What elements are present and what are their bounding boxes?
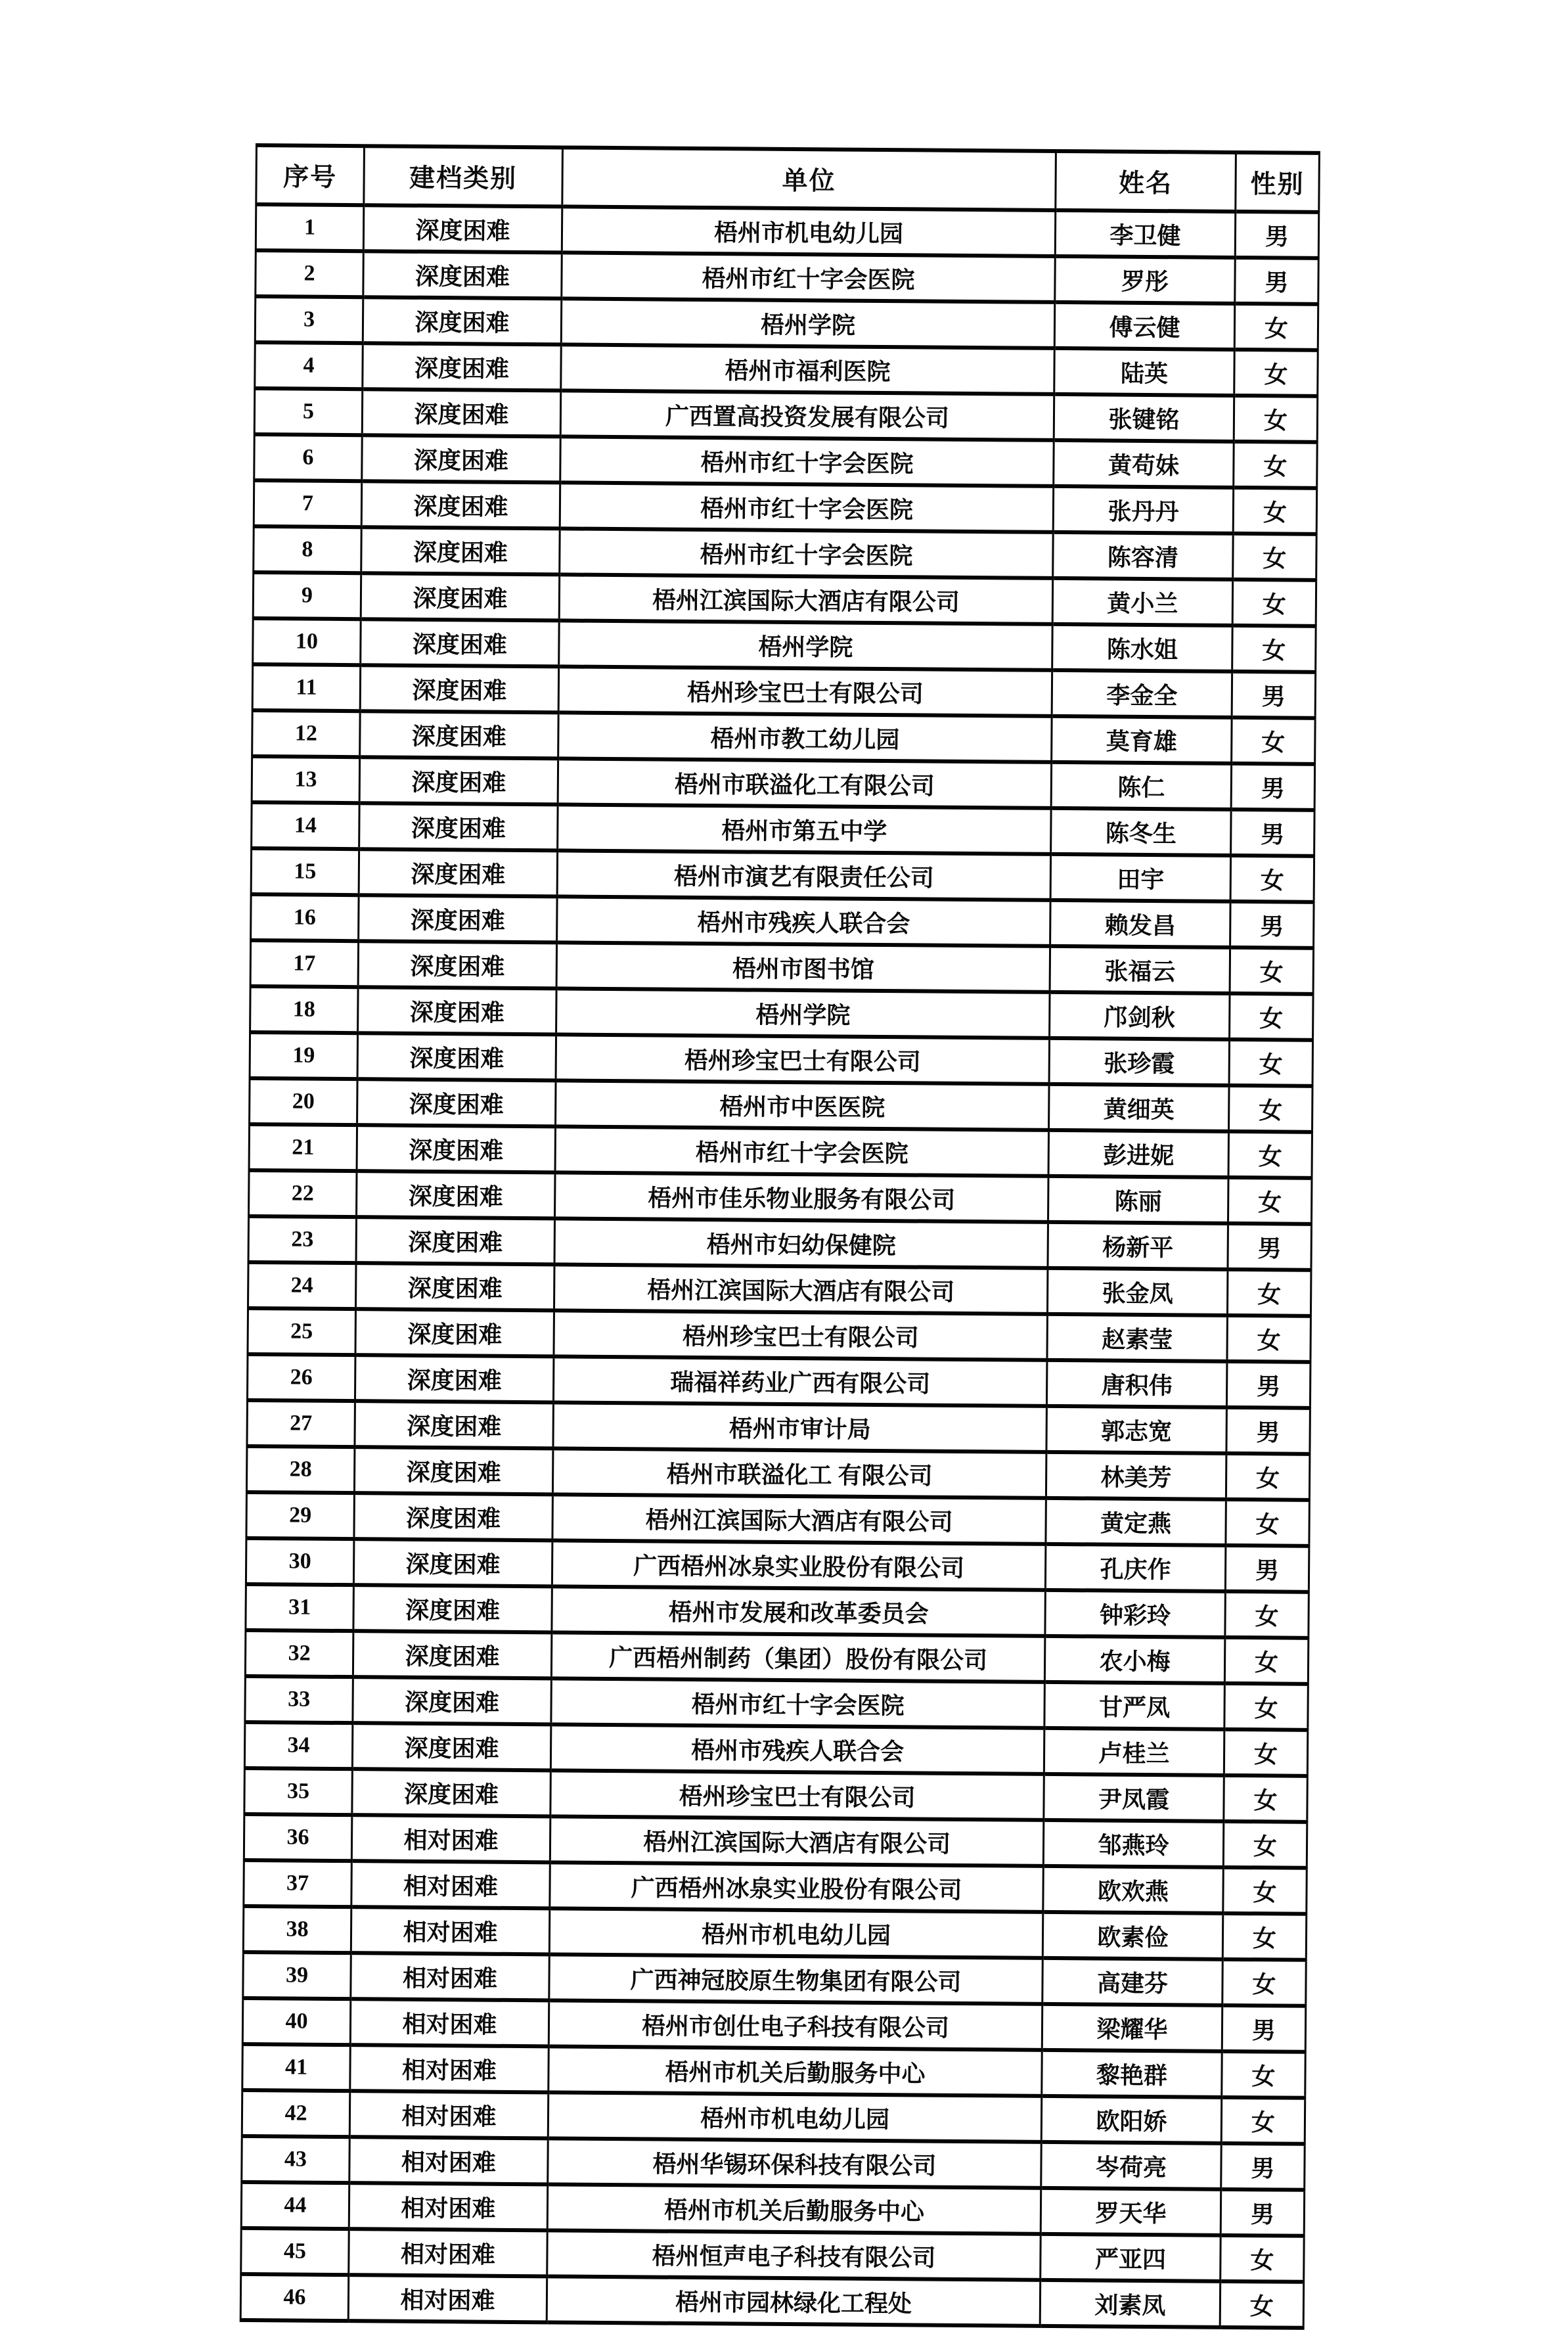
cell-gender: 男	[1228, 1223, 1312, 1270]
cell-name: 黄苟妹	[1054, 440, 1234, 488]
cell-gender: 女	[1224, 1729, 1308, 1776]
cell-index: 17	[250, 940, 359, 987]
cell-name: 甘严凤	[1044, 1682, 1225, 1729]
cell-name: 彭进妮	[1048, 1130, 1229, 1177]
cell-unit: 梧州市红十字会医院	[560, 482, 1053, 532]
cell-unit: 广西梧州制药（集团）股份有限公司	[551, 1632, 1044, 1682]
cell-index: 19	[250, 1032, 358, 1079]
cell-index: 26	[247, 1354, 355, 1401]
cell-gender: 男	[1225, 1545, 1309, 1592]
cell-name: 黄细英	[1049, 1084, 1230, 1131]
cell-gender: 女	[1224, 1775, 1308, 1822]
cell-name: 岑荷亮	[1041, 2142, 1222, 2189]
cell-name: 莫育雄	[1052, 716, 1232, 764]
cell-unit: 梧州江滨国际大酒店有限公司	[554, 1264, 1047, 1314]
cell-category: 深度困难	[360, 665, 559, 712]
cell-index: 45	[241, 2228, 349, 2275]
cell-unit: 梧州市机电幼儿园	[562, 206, 1055, 256]
cell-index: 3	[255, 296, 363, 343]
cell-name: 欧阳娇	[1041, 2096, 1222, 2143]
cell-index: 18	[250, 986, 359, 1033]
cell-unit: 梧州市发展和改革委员会	[552, 1586, 1045, 1636]
cell-gender: 女	[1234, 304, 1318, 350]
table-row	[242, 2136, 1305, 2190]
cell-index: 16	[251, 894, 359, 941]
cell-unit: 梧州市园林绿化工程处	[547, 2276, 1040, 2326]
cell-gender: 女	[1232, 718, 1316, 764]
cell-unit: 梧州市图书馆	[556, 942, 1050, 992]
cell-category: 相对困难	[351, 1861, 550, 1908]
cell-category: 深度困难	[359, 849, 558, 896]
cell-unit: 梧州市福利医院	[561, 344, 1054, 394]
table-row	[252, 710, 1315, 764]
cell-unit: 梧州市联溢化工 有限公司	[552, 1448, 1046, 1498]
cell-index: 1	[256, 204, 364, 251]
cell-name: 陆英	[1054, 348, 1235, 396]
table-header	[256, 145, 1320, 212]
roster-table-wrap	[240, 143, 1320, 2330]
cell-name: 李金全	[1052, 670, 1232, 718]
cell-name: 黄小兰	[1052, 578, 1233, 626]
cell-unit: 梧州市红十字会医院	[555, 1126, 1048, 1176]
table-row	[244, 1722, 1307, 1776]
table-row	[245, 1630, 1308, 1684]
cell-category: 深度困难	[363, 297, 562, 344]
cell-unit: 梧州市红十字会医院	[551, 1678, 1044, 1728]
cell-gender: 女	[1233, 488, 1317, 534]
cell-gender: 女	[1227, 1269, 1311, 1316]
cell-unit: 梧州市妇幼保健院	[554, 1218, 1048, 1268]
cell-gender: 女	[1226, 1499, 1310, 1546]
cell-unit: 梧州市红十字会医院	[562, 252, 1055, 302]
cell-unit: 梧州市创仕电子科技有限公司	[549, 2000, 1042, 2050]
cell-gender: 女	[1223, 1867, 1307, 1914]
table-row	[252, 802, 1314, 856]
cell-name: 张珍霞	[1049, 1038, 1230, 1085]
cell-gender: 女	[1229, 1039, 1313, 1086]
cell-name: 邝剑秋	[1050, 992, 1230, 1039]
cell-category: 深度困难	[354, 1447, 553, 1494]
table-row	[256, 250, 1318, 304]
cell-index: 25	[248, 1308, 356, 1355]
cell-name: 黄定燕	[1046, 1498, 1226, 1545]
cell-category: 深度困难	[355, 1263, 554, 1310]
cell-category: 深度困难	[360, 711, 559, 758]
table-row	[253, 618, 1316, 672]
table-row	[251, 848, 1314, 902]
cell-unit: 广西神冠胶原生物集团有限公司	[549, 1954, 1042, 2004]
cell-index: 32	[245, 1630, 353, 1677]
table-row	[254, 526, 1316, 580]
cell-unit: 梧州恒声电子科技有限公司	[547, 2230, 1041, 2280]
cell-name: 傅云健	[1054, 302, 1235, 350]
cell-gender: 女	[1228, 1177, 1312, 1224]
table-row	[247, 1400, 1310, 1454]
cell-unit: 梧州江滨国际大酒店有限公司	[552, 1494, 1046, 1544]
cell-index: 20	[250, 1078, 358, 1125]
cell-gender: 女	[1226, 1453, 1310, 1500]
table-row	[241, 2228, 1304, 2282]
cell-gender: 男	[1226, 1361, 1310, 1408]
header-row	[256, 145, 1320, 212]
table-row	[256, 204, 1318, 258]
col-header-name: 姓名	[1056, 151, 1236, 212]
cell-unit: 梧州市中医医院	[556, 1080, 1049, 1130]
cell-name: 严亚四	[1041, 2234, 1221, 2281]
table-row	[254, 480, 1316, 534]
cell-gender: 女	[1221, 2097, 1305, 2144]
cell-category: 深度困难	[355, 1309, 554, 1356]
cell-category: 相对困难	[351, 1907, 550, 1954]
cell-gender: 女	[1221, 2235, 1305, 2282]
table-row	[251, 894, 1314, 948]
cell-category: 相对困难	[349, 2229, 548, 2276]
table-row	[243, 1906, 1306, 1960]
cell-gender: 女	[1220, 2281, 1304, 2328]
cell-index: 15	[251, 848, 359, 895]
cell-unit: 梧州学院	[559, 620, 1052, 670]
table-row	[245, 1676, 1308, 1730]
table-row	[250, 1078, 1312, 1132]
cell-unit: 梧州市演艺有限责任公司	[557, 850, 1050, 900]
cell-name: 罗天华	[1041, 2188, 1221, 2235]
cell-name: 欧欢燕	[1043, 1866, 1224, 1913]
cell-name: 梁耀华	[1042, 2004, 1222, 2051]
cell-unit: 梧州市佳乐物业服务有限公司	[555, 1172, 1048, 1222]
cell-index: 38	[243, 1906, 351, 1953]
table-row	[252, 756, 1314, 810]
table-row	[246, 1446, 1309, 1500]
cell-name: 赵素莹	[1047, 1314, 1228, 1361]
cell-unit: 梧州江滨国际大酒店有限公司	[550, 1816, 1043, 1866]
cell-unit: 广西梧州冰泉实业股份有限公司	[550, 1862, 1043, 1912]
col-header-unit: 单位	[562, 147, 1056, 210]
cell-name: 林美芳	[1046, 1452, 1226, 1499]
cell-unit: 梧州市第五中学	[558, 804, 1051, 854]
cell-category: 相对困难	[351, 1815, 550, 1862]
table-row	[247, 1354, 1310, 1408]
cell-name: 高建芬	[1042, 1958, 1223, 2005]
cell-index: 23	[248, 1216, 357, 1263]
table-row	[253, 572, 1316, 626]
cell-index: 5	[254, 388, 363, 435]
roster-table	[240, 143, 1320, 2330]
cell-gender: 女	[1230, 856, 1314, 902]
cell-index: 24	[248, 1262, 357, 1309]
cell-name: 李卫健	[1055, 210, 1236, 258]
table-row	[242, 2090, 1305, 2144]
cell-category: 深度困难	[359, 803, 558, 850]
table-row	[246, 1538, 1309, 1592]
cell-gender: 男	[1221, 2189, 1305, 2236]
cell-unit: 梧州华锡环保科技有限公司	[548, 2138, 1041, 2188]
cell-category: 深度困难	[358, 941, 557, 988]
table-row	[250, 1032, 1312, 1086]
cell-unit: 梧州市红十字会医院	[560, 436, 1054, 486]
cell-unit: 梧州市机关后勤服务中心	[549, 2046, 1042, 2096]
cell-category: 深度困难	[353, 1585, 552, 1632]
cell-gender: 女	[1232, 626, 1316, 672]
table-row	[243, 1952, 1306, 2006]
cell-index: 40	[242, 1998, 351, 2045]
cell-unit: 梧州珍宝巴士有限公司	[556, 1034, 1049, 1084]
cell-index: 34	[244, 1722, 353, 1769]
cell-name: 田宇	[1050, 854, 1231, 902]
cell-gender: 女	[1224, 1683, 1309, 1730]
cell-index: 46	[240, 2274, 349, 2321]
cell-index: 30	[246, 1538, 354, 1585]
cell-gender: 女	[1228, 1131, 1312, 1178]
cell-index: 11	[252, 664, 361, 711]
table-row	[248, 1308, 1310, 1362]
cell-gender: 女	[1222, 2051, 1306, 2098]
cell-gender: 女	[1222, 1913, 1307, 1960]
table-row	[249, 1170, 1312, 1224]
cell-index: 12	[252, 710, 361, 757]
table-row	[252, 664, 1315, 718]
table-row	[248, 1216, 1311, 1270]
cell-index: 7	[254, 480, 362, 527]
cell-index: 33	[245, 1676, 353, 1723]
cell-unit: 梧州市联溢化工有限公司	[558, 758, 1051, 808]
cell-gender: 男	[1230, 902, 1314, 948]
cell-gender: 女	[1222, 1959, 1307, 2006]
cell-name: 张金凤	[1047, 1268, 1228, 1315]
cell-index: 6	[254, 434, 363, 481]
cell-name: 唐积伟	[1046, 1360, 1227, 1407]
cell-unit: 梧州珍宝巴士有限公司	[554, 1310, 1047, 1360]
cell-gender: 女	[1230, 994, 1314, 1040]
table-row	[255, 342, 1318, 396]
cell-index: 27	[247, 1400, 355, 1447]
cell-category: 深度困难	[361, 573, 560, 620]
cell-index: 14	[252, 802, 360, 849]
cell-name: 农小梅	[1044, 1636, 1225, 1683]
cell-category: 相对困难	[349, 2183, 548, 2230]
table-row	[250, 940, 1313, 994]
table-row	[255, 296, 1318, 350]
cell-category: 深度困难	[363, 205, 562, 252]
cell-index: 29	[246, 1492, 355, 1539]
cell-index: 36	[244, 1814, 352, 1861]
cell-unit: 广西梧州冰泉实业股份有限公司	[552, 1540, 1045, 1590]
table-row	[248, 1262, 1311, 1316]
cell-category: 深度困难	[361, 481, 560, 528]
cell-category: 深度困难	[362, 435, 561, 482]
cell-category: 深度困难	[357, 1125, 556, 1172]
cell-category: 深度困难	[359, 895, 558, 942]
cell-gender: 女	[1230, 948, 1314, 994]
cell-category: 深度困难	[363, 251, 562, 298]
cell-unit: 瑞福祥药业广西有限公司	[553, 1356, 1046, 1406]
cell-category: 深度困难	[357, 1033, 556, 1080]
cell-gender: 男	[1222, 2005, 1306, 2052]
cell-category: 深度困难	[359, 757, 558, 804]
cell-name: 赖发昌	[1050, 900, 1231, 948]
cell-category: 相对困难	[350, 1999, 549, 2046]
cell-gender: 女	[1224, 1637, 1309, 1684]
cell-name: 陈水姐	[1052, 624, 1233, 672]
cell-unit: 梧州市审计局	[553, 1402, 1046, 1452]
cell-category: 深度困难	[361, 619, 560, 666]
cell-name: 欧素俭	[1042, 1912, 1223, 1959]
cell-index: 9	[253, 572, 361, 619]
cell-index: 43	[242, 2136, 350, 2183]
cell-name: 郭志宽	[1046, 1406, 1227, 1453]
cell-name: 刘素凤	[1040, 2280, 1221, 2327]
cell-category: 深度困难	[361, 527, 560, 574]
cell-name: 孔庆作	[1045, 1544, 1226, 1591]
cell-unit: 梧州市红十字会医院	[560, 528, 1053, 578]
cell-name: 卢桂兰	[1044, 1728, 1224, 1775]
cell-gender: 男	[1235, 212, 1319, 258]
cell-gender: 女	[1234, 350, 1318, 396]
table-row	[240, 2274, 1303, 2328]
cell-name: 陈冬生	[1051, 808, 1232, 856]
cell-name: 尹凤霞	[1044, 1774, 1224, 1821]
cell-unit: 梧州学院	[556, 988, 1050, 1038]
cell-category: 相对困难	[349, 2091, 549, 2138]
table-row	[244, 1768, 1307, 1822]
cell-category: 相对困难	[348, 2275, 547, 2322]
table-row	[242, 2044, 1305, 2098]
cell-category: 深度困难	[356, 1217, 555, 1264]
cell-index: 35	[244, 1768, 353, 1815]
table-row	[254, 434, 1317, 488]
cell-unit: 梧州珍宝巴士有限公司	[550, 1770, 1044, 1820]
cell-gender: 女	[1234, 396, 1318, 442]
cell-unit: 梧州市机电幼儿园	[549, 1908, 1042, 1958]
cell-index: 42	[242, 2090, 350, 2137]
table-row	[242, 1998, 1305, 2052]
cell-index: 22	[249, 1170, 357, 1217]
cell-index: 2	[256, 250, 364, 297]
cell-gender: 男	[1232, 672, 1316, 718]
cell-name: 罗彤	[1055, 256, 1236, 304]
cell-index: 44	[241, 2182, 349, 2229]
table-row	[244, 1814, 1307, 1868]
cell-index: 41	[242, 2044, 351, 2091]
cell-name: 黎艳群	[1042, 2050, 1222, 2097]
cell-gender: 女	[1227, 1315, 1311, 1362]
cell-category: 深度困难	[353, 1539, 552, 1586]
cell-category: 深度困难	[363, 343, 562, 390]
cell-category: 深度困难	[353, 1677, 552, 1724]
cell-category: 深度困难	[357, 1171, 556, 1218]
col-header-index: 序号	[256, 145, 365, 205]
cell-gender: 女	[1225, 1591, 1309, 1638]
table-row	[246, 1584, 1309, 1638]
cell-name: 陈丽	[1048, 1176, 1228, 1223]
table-body	[240, 204, 1319, 2328]
cell-index: 10	[253, 618, 361, 665]
cell-category: 深度困难	[355, 1401, 554, 1448]
cell-name: 张丹丹	[1053, 486, 1234, 534]
cell-unit: 梧州市残疾人联合会	[550, 1724, 1044, 1774]
cell-unit: 梧州学院	[561, 298, 1054, 348]
cell-gender: 男	[1235, 258, 1319, 304]
cell-name: 邹燕玲	[1043, 1820, 1224, 1867]
cell-category: 深度困难	[355, 1355, 554, 1402]
cell-category: 相对困难	[351, 1953, 550, 2000]
cell-index: 37	[244, 1860, 352, 1907]
cell-gender: 女	[1229, 1085, 1313, 1132]
cell-unit: 梧州市教工幼儿园	[558, 712, 1052, 762]
cell-name: 张键铭	[1054, 394, 1234, 442]
cell-gender: 女	[1223, 1821, 1307, 1868]
table-row	[254, 388, 1317, 442]
cell-category: 相对困难	[350, 2045, 549, 2092]
cell-gender: 男	[1231, 810, 1315, 856]
col-header-category: 建档类别	[364, 146, 563, 206]
cell-gender: 女	[1232, 580, 1316, 626]
cell-name: 钟彩玲	[1045, 1590, 1226, 1637]
cell-index: 4	[255, 342, 363, 389]
cell-name: 陈容清	[1053, 532, 1234, 580]
cell-category: 深度困难	[354, 1493, 553, 1540]
cell-gender: 女	[1233, 534, 1317, 580]
cell-index: 13	[252, 756, 360, 803]
cell-unit: 广西置高投资发展有限公司	[560, 390, 1054, 440]
cell-unit: 梧州江滨国际大酒店有限公司	[559, 574, 1052, 624]
table-row	[244, 1860, 1307, 1914]
cell-category: 深度困难	[358, 987, 557, 1034]
cell-name: 张福云	[1050, 946, 1230, 994]
cell-index: 28	[246, 1446, 355, 1493]
table-row	[250, 986, 1313, 1040]
cell-index: 31	[246, 1584, 354, 1631]
cell-category: 深度困难	[362, 389, 561, 436]
cell-index: 8	[254, 526, 362, 573]
col-header-gender: 性别	[1236, 152, 1320, 212]
cell-gender: 男	[1221, 2143, 1305, 2190]
cell-gender: 女	[1234, 442, 1318, 488]
cell-name: 陈仁	[1051, 762, 1232, 810]
table-row	[249, 1124, 1312, 1178]
cell-index: 39	[243, 1952, 351, 1999]
cell-unit: 梧州市机关后勤服务中心	[547, 2184, 1041, 2234]
cell-gender: 男	[1226, 1407, 1310, 1454]
cell-name: 杨新平	[1048, 1222, 1228, 1269]
cell-category: 深度困难	[357, 1079, 556, 1126]
cell-index: 21	[249, 1124, 357, 1171]
cell-unit: 梧州市残疾人联合会	[557, 896, 1050, 946]
cell-category: 相对困难	[349, 2137, 549, 2184]
cell-category: 深度困难	[353, 1631, 552, 1678]
cell-category: 深度困难	[352, 1769, 551, 1816]
cell-category: 深度困难	[352, 1723, 551, 1770]
cell-gender: 男	[1231, 764, 1315, 810]
cell-unit: 梧州市机电幼儿园	[548, 2092, 1041, 2142]
cell-unit: 梧州珍宝巴士有限公司	[558, 666, 1052, 716]
table-row	[246, 1492, 1309, 1546]
